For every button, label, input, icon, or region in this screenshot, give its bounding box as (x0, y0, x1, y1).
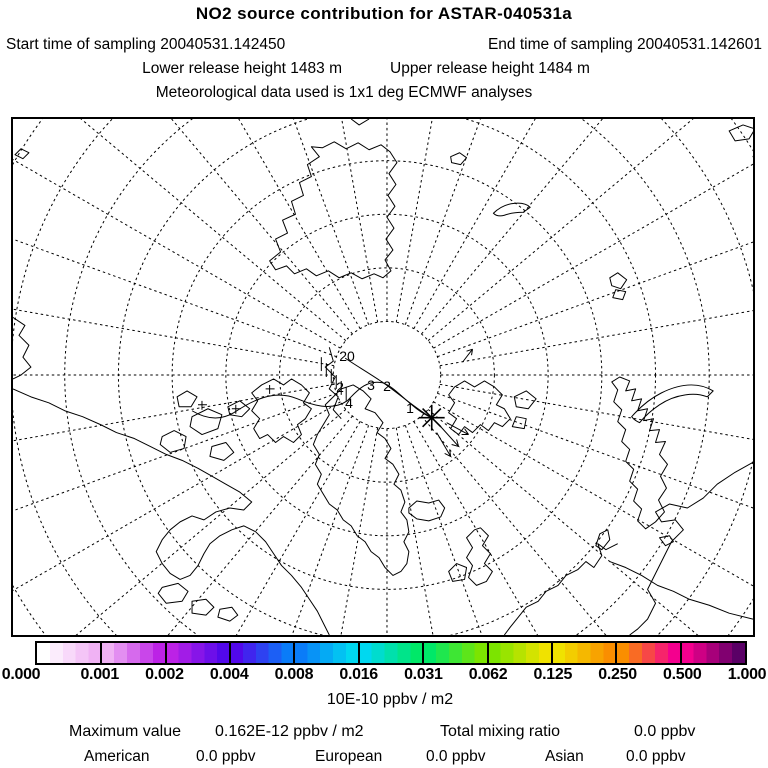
max-value-text: 0.162E-12 ppbv / m2 (215, 723, 364, 740)
region-name-american: American (84, 748, 150, 765)
island-nordaustlandet (514, 391, 536, 409)
colorbar-tick-label: 0.008 (274, 666, 314, 683)
colorbar-divider (165, 643, 167, 663)
total-mixing-ratio-label: Total mixing ratio (440, 723, 561, 740)
coast-baltic-south (610, 562, 753, 620)
colorbar (35, 641, 747, 665)
colorbar-tick-label: 0.001 (80, 666, 119, 683)
trajectory-west (192, 379, 432, 418)
coast-siberia-cap (351, 119, 369, 125)
colorbar-units: 10E-10 ppbv / m2 (326, 691, 454, 708)
coast-europe (504, 544, 617, 635)
colorbar-tick-label: 0.031 (404, 666, 443, 683)
coast-alaska (13, 317, 31, 379)
lower-release-text: Lower release height 1483 m (142, 60, 342, 77)
colorbar-tick-label: 0.004 (209, 666, 249, 683)
island-baffin (210, 442, 234, 460)
release-location-star-icon (419, 405, 445, 431)
colorbar-tick-label: 0.016 (339, 666, 378, 683)
colorbar-divider (615, 643, 617, 663)
colorbar-tick-label: 0.250 (598, 666, 637, 683)
coastlines (13, 119, 753, 635)
region-name-european: European (315, 748, 383, 765)
coast-britain (467, 528, 493, 586)
coast-svalbard (449, 381, 511, 435)
colorbar-divider (293, 643, 295, 663)
coast-greenland (313, 385, 408, 576)
trajectory-day-label: 3 (367, 377, 375, 393)
trajectory-day-label: 1 (406, 400, 414, 416)
colorbar-tick-label: 0.125 (533, 666, 573, 683)
region-name-asian: Asian (545, 748, 584, 765)
island-wrangel (451, 153, 467, 165)
coast-russia (630, 462, 753, 635)
colorbar-divider (487, 643, 489, 663)
met-data-line: Meteorological data used is 1x1 deg ECMWF analyses (155, 84, 533, 101)
island-kolguyev (660, 536, 674, 546)
colorbar-tick-label: 0.000 (1, 666, 41, 683)
coast-canada (13, 389, 329, 635)
trajectory-cluster (192, 347, 472, 456)
page-title: NO2 source contribution for ASTAR-040531a (195, 4, 573, 23)
island-edgeoya (512, 417, 526, 429)
island-novaya-zemlya (632, 385, 714, 423)
colorbar-divider (100, 643, 102, 663)
upper-release-text: Upper release height 1484 m (390, 60, 590, 77)
colorbar-divider (229, 643, 231, 663)
footer-regions-line (0, 748, 768, 768)
colorbar-tick-label: 0.002 (145, 666, 184, 683)
coast-iceland (409, 500, 445, 521)
total-mixing-ratio-value: 0.0 ppbv (634, 723, 696, 740)
colorbar-divider (551, 643, 553, 663)
colorbar-divider (680, 643, 682, 663)
island-bering (15, 149, 29, 159)
island-new-siberian (493, 203, 530, 216)
colorbar-tick-label: 0.500 (662, 666, 702, 683)
island-arctic-1 (177, 391, 197, 407)
release-heights-line (0, 60, 750, 78)
colorbar-divider (358, 643, 360, 663)
region-value-asian: 0.0 ppbv (626, 748, 686, 765)
island-severnaya-1 (610, 273, 627, 289)
region-value-european: 0.0 ppbv (426, 748, 486, 765)
polar-map (11, 117, 755, 637)
region-value-american: 0.0 ppbv (196, 748, 256, 765)
colorbar-tick-label: 0.062 (468, 666, 508, 683)
trajectory-day-label: 2 (336, 379, 344, 395)
coast-ireland (449, 564, 467, 582)
start-time-text: Start time of sampling 20040531.142450 (6, 36, 286, 53)
sampling-times-line (0, 36, 768, 54)
max-value-label: Maximum value (69, 723, 182, 740)
trajectory-day-label: 20 (339, 348, 355, 364)
footer-summary-line (0, 723, 768, 743)
trajectory-day-label: 4 (345, 395, 353, 411)
trajectory-time-ticks (198, 357, 346, 414)
trajectory-day-label: 2 (383, 378, 391, 394)
lake-superior (158, 583, 188, 603)
end-time-text: End time of sampling 20040531.142601 (487, 36, 762, 53)
island-victoria (160, 431, 186, 453)
coast-ellesmere (252, 379, 312, 443)
map-graphic (13, 119, 753, 635)
coast-denmark (596, 530, 610, 550)
colorbar-tick-label: 1.000 (727, 666, 767, 683)
coast-scandinavia (612, 377, 668, 529)
colorbar-divider (422, 643, 424, 663)
lake-huron (192, 599, 214, 615)
graticule-grid (13, 119, 753, 635)
lake-erie (218, 607, 238, 621)
